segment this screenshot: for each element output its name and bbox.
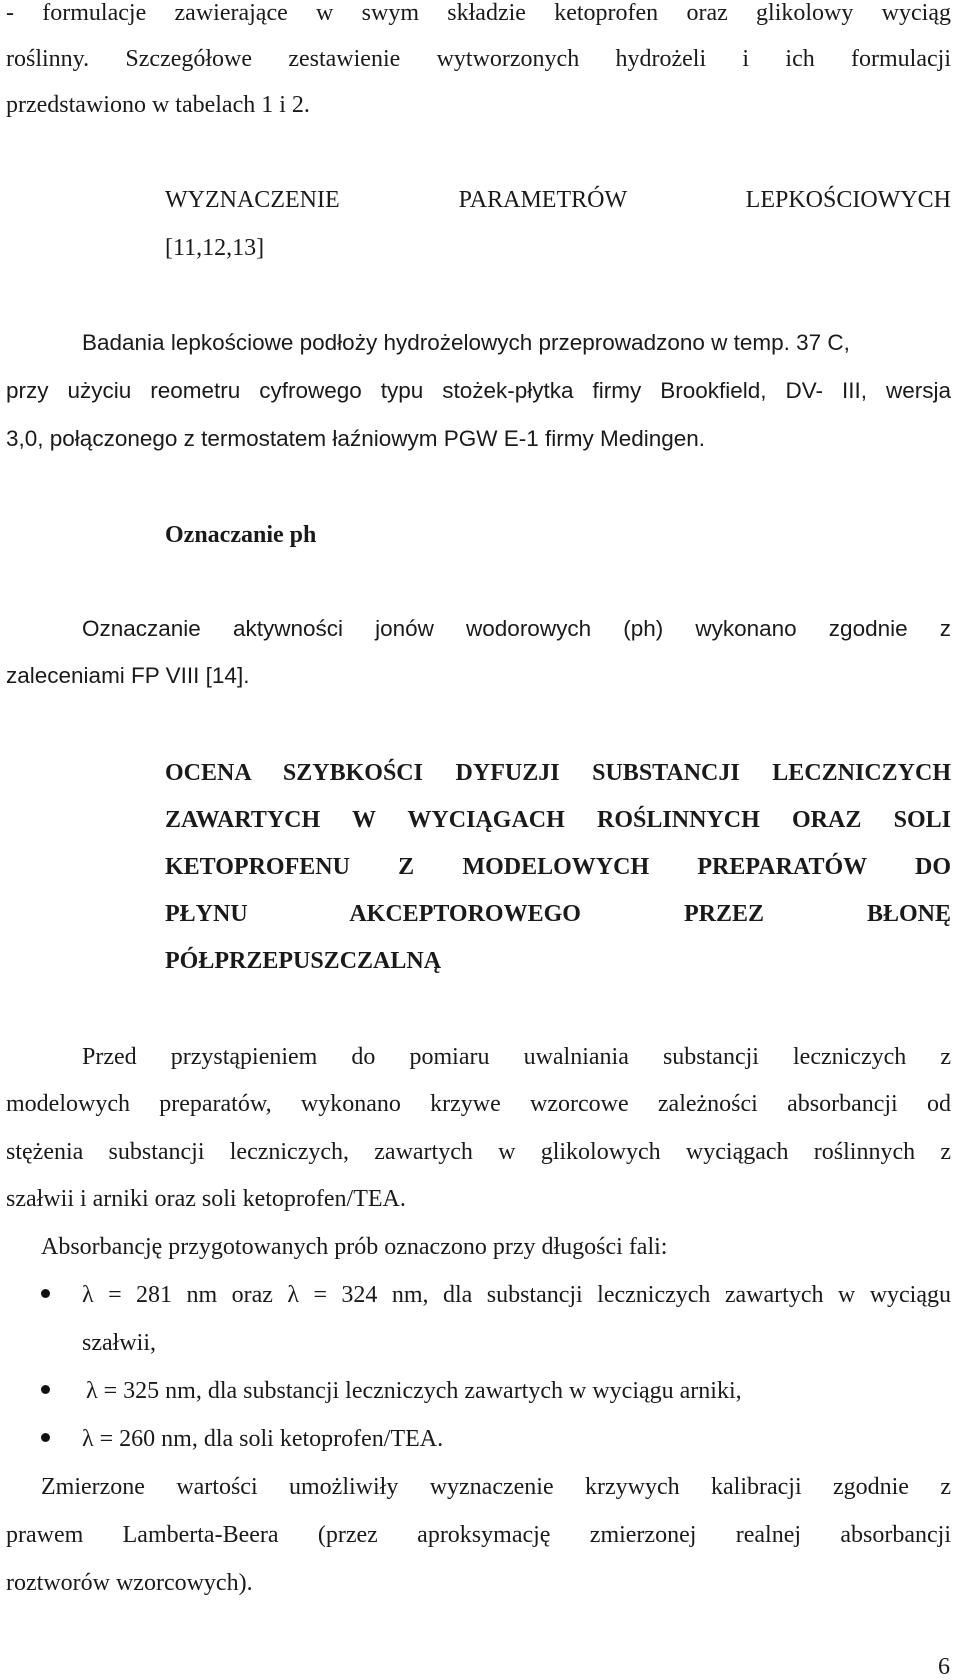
intro-line-2: roślinny. Szczegółowe zestawienie wytworzonych hydrożeli i ich formulacji bbox=[6, 46, 951, 72]
diffusion-para-line-4: szałwii i arniki oraz soli ketoprofen/TEA. bbox=[6, 1186, 406, 1212]
viscosity-para-line-1: Badania lepkościowe podłoży hydrożelowych przeprowadzono w temp. 37 C, bbox=[82, 330, 850, 355]
bullet-1-line-2: szałwii, bbox=[82, 1330, 156, 1356]
viscosity-para-line-3: 3,0, połączonego z termostatem łaźniowym PGW E-1 firmy Medingen. bbox=[6, 426, 706, 451]
diffusion-para-line-2: modelowych preparatów, wykonano krzywe wzorcowe zależności absorbancji od bbox=[6, 1091, 951, 1117]
bullet-icon bbox=[41, 1433, 50, 1442]
intro-line-1: - formulacje zawierające w swym składzie ketoprofen oraz glikolowy wyciąg bbox=[6, 0, 951, 26]
diffusion-para-line-3: stężenia substancji leczniczych, zawartych w glikolowych wyciągach roślinnych z bbox=[6, 1139, 951, 1165]
diffusion-para-line-1: Przed przystąpieniem do pomiaru uwalniania substancji leczniczych z bbox=[82, 1044, 951, 1070]
closing-line-2: prawem Lamberta-Beera (przez aproksymację zmierzonej realnej absorbancji bbox=[6, 1522, 951, 1548]
intro-line-3: przedstawiono w tabelach 1 i 2. bbox=[6, 92, 310, 118]
closing-line-3: roztworów wzorcowych). bbox=[6, 1570, 253, 1596]
closing-line-1: Zmierzone wartości umożliwiły wyznaczenie krzywych kalibracji zgodnie z bbox=[41, 1474, 951, 1500]
bullet-1-line-1: λ = 281 nm oraz λ = 324 nm, dla substancji leczniczych zawartych w wyciągu bbox=[82, 1282, 951, 1308]
diffusion-heading-line-2: ZAWARTYCH W WYCIĄGACH ROŚLINNYCH ORAZ SOLI bbox=[165, 807, 951, 833]
absorbance-intro: Absorbancję przygotowanych prób oznaczono przy długości fali: bbox=[41, 1234, 668, 1260]
diffusion-heading-line-1: OCENA SZYBKOŚCI DYFUZJI SUBSTANCJI LECZNICZYCH bbox=[165, 760, 951, 786]
ph-para-line-2: zaleceniami FP VIII [14]. bbox=[6, 663, 250, 688]
ph-para-line-1: Oznaczanie aktywności jonów wodorowych (ph) wykonano zgodnie z bbox=[82, 616, 951, 641]
viscosity-para-line-2: przy użyciu reometru cyfrowego typu stożek-płytka firmy Brookfield, DV- III, wersja bbox=[6, 378, 951, 403]
page-number: 6 bbox=[938, 1654, 950, 1680]
ph-heading: Oznaczanie ph bbox=[165, 522, 317, 548]
diffusion-heading-line-3: KETOPROFENU Z MODELOWYCH PREPARATÓW DO bbox=[165, 854, 951, 880]
viscosity-heading-line-1: WYZNACZENIE PARAMETRÓW LEPKOŚCIOWYCH bbox=[165, 187, 951, 213]
bullet-icon bbox=[41, 1289, 50, 1298]
diffusion-heading-line-4: PŁYNU AKCEPTOROWEGO PRZEZ BŁONĘ bbox=[165, 901, 951, 927]
bullet-icon bbox=[41, 1385, 50, 1394]
viscosity-heading-line-2: [11,12,13] bbox=[165, 235, 265, 261]
bullet-3: λ = 260 nm, dla soli ketoprofen/TEA. bbox=[82, 1426, 444, 1452]
diffusion-heading-line-5: PÓŁPRZEPUSZCZALNĄ bbox=[165, 948, 442, 974]
bullet-2: λ = 325 nm, dla substancji leczniczych zawartych w wyciągu arniki, bbox=[86, 1378, 742, 1404]
